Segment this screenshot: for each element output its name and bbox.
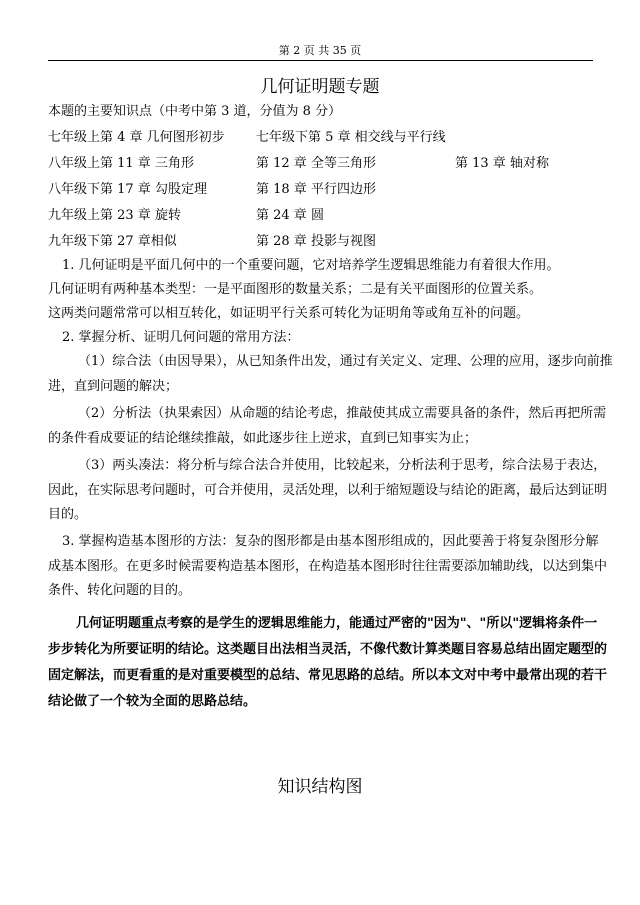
chapter-row-4-col-2: 第 24 章 圆 xyxy=(256,208,324,223)
paragraph-1: 1. 几何证明是平面几何中的一个重要问题，它对培养学生逻辑思维能力有着很大作用。 xyxy=(62,258,560,273)
summary-line-1: 几何证明题重点考察的是学生的逻辑思维能力，能通过严密的"因为"、"所以"逻辑将条件一 xyxy=(76,616,598,631)
intro-text: 本题的主要知识点（中考中第 3 道，分值为 8 分） xyxy=(48,104,342,119)
header-divider xyxy=(48,60,593,61)
page-header: 第 2 页 共 35 页 xyxy=(278,44,362,57)
section-title: 知识结构图 xyxy=(277,777,363,797)
chapter-row-2-col-2: 第 12 章 全等三角形 xyxy=(256,156,376,171)
chapter-row-5-col-2: 第 28 章 投影与视图 xyxy=(256,234,376,249)
chapter-row-3-col-1: 八年级下第 17 章 勾股定理 xyxy=(48,182,207,197)
method-2-line-2: 的条件看成要证的结论继续推敲，如此逐步往上逆求，直到已知事实为止； xyxy=(48,431,478,446)
chapter-row-2-col-3: 第 13 章 轴对称 xyxy=(455,156,549,171)
paragraph-3: 这两类问题常常可以相互转化，如证明平行关系可转化为证明角等或角互补的问题。 xyxy=(48,306,530,321)
method-2-line-1: （2）分析法（执果索因）从命题的结论考虑，推敲使其成立需要具备的条件，然后再把所需 xyxy=(78,406,607,421)
summary-line-3: 固定解法，而更看重的是对重要模型的总结、常见思路的总结。所以本文对中考中最常出现的若干 xyxy=(48,668,608,683)
chapter-row-4-col-1: 九年级上第 23 章 旋转 xyxy=(48,208,181,223)
chapter-row-2-col-1: 八年级上第 11 章 三角形 xyxy=(48,156,194,171)
chapter-row-5-col-1: 九年级下第 27 章相似 xyxy=(48,234,177,249)
method-3-line-2: 因此，在实际思考问题时，可合并使用，灵活处理，以利于缩短题设与结论的距离，最后达到证明 xyxy=(48,483,608,498)
document-title: 几何证明题专题 xyxy=(260,77,380,97)
summary-line-2: 步步转化为所要证明的结论。这类题目出法相当灵活，不像代数计算类题目容易总结出固定题型的 xyxy=(48,642,608,657)
paragraph-2: 几何证明有两种基本类型：一是平面图形的数量关系；二是有关平面图形的位置关系。 xyxy=(48,282,543,297)
chapter-row-1-col-1: 七年级上第 4 章 几何图形初步 xyxy=(48,130,225,145)
summary-line-4: 结论做了一个较为全面的思路总结。 xyxy=(48,694,257,709)
paragraph-8-line-3: 条件、转化问题的目的。 xyxy=(48,583,192,598)
method-3-line-3: 目的。 xyxy=(48,507,88,522)
method-1-line-2: 进，直到问题的解决； xyxy=(48,379,179,394)
chapter-row-3-col-2: 第 18 章 平行四边形 xyxy=(256,182,376,197)
paragraph-8-line-2: 成基本图形。在更多时候需要构造基本图形，在构造基本图形时往往需要添加辅助线，以达到集中 xyxy=(48,559,608,574)
method-3-line-1: （3）两头凑法：将分析与综合法合并使用，比较起来，分析法利于思考，综合法易于表达， xyxy=(78,458,607,473)
paragraph-4: 2. 掌握分析、证明几何问题的常用方法： xyxy=(62,330,300,345)
method-1-line-1: （1）综合法（由因导果），从已知条件出发，通过有关定义、定理、公理的应用，逐步向前推 xyxy=(78,354,613,369)
chapter-row-1-col-2: 七年级下第 5 章 相交线与平行线 xyxy=(256,130,446,145)
paragraph-8-line-1: 3. 掌握构造基本图形的方法：复杂的图形都是由基本图形组成的，因此要善于将复杂图形分解 xyxy=(62,534,599,549)
